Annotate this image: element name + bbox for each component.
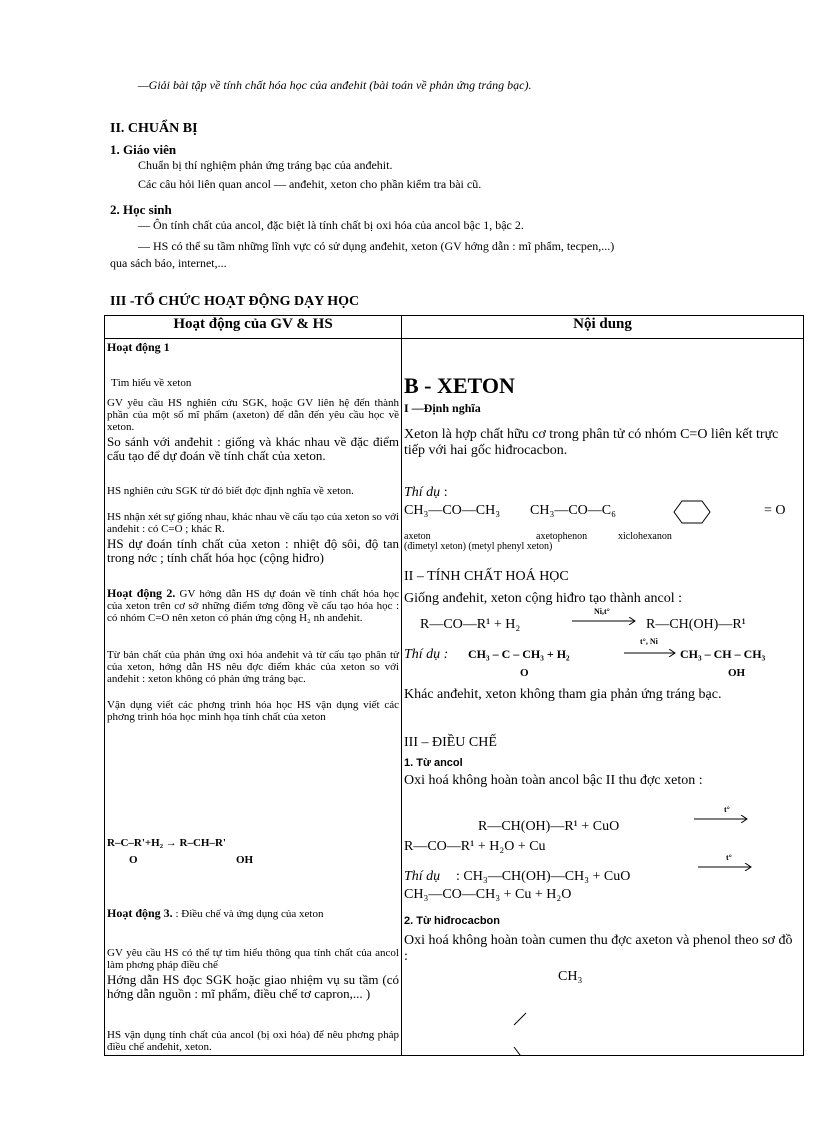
example-colon: : — [440, 485, 448, 500]
properties-heading: II – TÍNH CHẤT HOÁ HỌC — [404, 569, 569, 584]
eq1-right: R—CH(OH)—R¹ — [646, 617, 746, 632]
intro-line: —Giải bài tập về tính chất hóa học của anđehit (bài toán về phản ứng tráng bạc). — [138, 78, 532, 92]
from-hydrocarbon-heading: 2. Từ hiđrocacbon — [404, 915, 500, 927]
left-reaction: R–C–R'+H₂ → R–CH–R' — [107, 837, 226, 849]
left-text-3: So sánh với anđehit : giống và khác nhau về đặc điểm cấu tạo để dự đoán về tính chất của xeton. — [107, 434, 399, 463]
definition-text: Xeton là hợp chất hữu cơ trong phân tử có nhóm C=O liên kết trực tiếp với hai gốc hiđrocacbon. — [404, 427, 779, 458]
name-cyclohexanone: xiclohexanon — [618, 531, 672, 542]
eq2-left: CH₃ – C – CH₃ + H₂ — [468, 647, 570, 661]
eq3-condition: t° — [724, 805, 730, 814]
left-text-5: HS nhận xét sự giống nhau, khác nhau về cấu tạo của xeton so với anđehit : có C=O ; khác R. — [107, 511, 399, 535]
left-reaction-o: O — [129, 854, 138, 866]
left-text-1: Tìm hiểu về xeton — [111, 377, 192, 389]
activity-2-title: Hoạt động 2. — [107, 586, 176, 600]
benzene-ring-icon — [666, 499, 718, 525]
from-alcohol-heading: 1. Từ ancol — [404, 757, 463, 769]
eq2-right: CH₃ – CH – CH₃ — [680, 647, 766, 661]
left-text-2: GV yêu cầu HS nghiên cứu SGK, hoặc GV liên hệ đến thành phần của một số mĩ phẩm (axeton) để dẫn đến yêu cầu học về xeton. — [107, 397, 399, 433]
eq2-hydroxyl: OH — [728, 667, 746, 679]
example3-label: Thí dụ — [404, 869, 441, 884]
formula-acetone: CH₃—CO—CH₃ — [404, 503, 501, 518]
teacher-title: 1. Giáo viên — [110, 142, 177, 157]
activity-table — [104, 315, 804, 1056]
activity-3-title: Hoạt động 3. — [107, 906, 173, 920]
from-alcohol-text: Oxi hoá không hoàn toàn ancol bậc II thu đợc xeton : — [404, 773, 703, 788]
no-silver-text: Khác anđehit, xeton không tham gia phản ứng tráng bạc. — [404, 687, 722, 702]
eq4-left: : CH₃—CH(OH)—CH₃ + CuO — [456, 869, 631, 884]
formula-cyclohexanone: = O — [764, 503, 786, 518]
eq4-condition: t° — [726, 853, 732, 862]
left-text-11: GV yêu cầu HS có thể tự tìm hiểu thông qua tính chất của ancol làm phơng pháp điều chế — [107, 947, 399, 971]
eq2-oxygen: O — [520, 667, 529, 679]
left-text-6: HS dự đoán tính chất của xeton : nhiệt độ sôi, độ tan trong nớc ; tính chất hóa học (cộng hiđro) — [107, 536, 399, 565]
from-hydrocarbon-text: Oxi hoá không hoàn toàn cumen thu đợc axeton và phenol theo sơ đồ : — [404, 933, 793, 964]
section2-title: II. CHUẨN BỊ — [110, 121, 198, 136]
left-text-7: GV hớng dẫn HS dự đoán về tính chất hóa học của xeton trên cơ sở những điểm tơng đồng về cấu tạo hóa học : có nhóm C=O nên xeton có phản ứng cộng H₂ nh anđehit. — [107, 588, 399, 624]
eq2-condition: t°, Ni — [640, 637, 658, 646]
col-header-content: Nội dung — [402, 316, 804, 339]
left-text-10: : Điều chế và ứng dụng của xeton — [172, 908, 324, 920]
eq4-right: CH₃—CO—CH₃ + Cu + H₂O — [404, 887, 572, 902]
name-acetone: axeton — [404, 531, 431, 542]
name-acetophenone: axetophenon — [536, 531, 588, 542]
student-line-2: — HS có thể su tầm những lĩnh vực có sử dụng anđehit, xeton (GV hớng dẫn : mĩ phẩm, tecpen,...) — [138, 239, 615, 253]
right-cell — [402, 339, 804, 1056]
left-reaction-oh: OH — [236, 854, 254, 866]
preparation-heading: III – ĐIỀU CHẾ — [404, 735, 497, 750]
eq1-left: R—CO—R¹ + H₂ — [420, 617, 521, 632]
eq2-arrow-icon — [624, 649, 678, 657]
alt-names: (đimetyl xeton) (metyl phenyl xeton) — [404, 541, 553, 552]
eq1-condition: Ni,t° — [594, 607, 610, 616]
example2-label: Thí dụ : — [404, 647, 449, 662]
student-line-3: qua sách báo, internet,... — [110, 256, 227, 270]
left-text-9: Vận dụng viết các phơng trình hóa học HS vận dụng viết các phơng trình hóa học minh họa tính chất của xeton — [107, 699, 399, 723]
eq3-arrow-icon — [694, 815, 750, 823]
cumene-bonds-icon — [510, 1011, 530, 1055]
left-text-4: HS nghiên cứu SGK từ đó biết đợc định nghĩa về xeton. — [107, 485, 354, 497]
left-text-13: HS vận dụng tính chất của ancol (bị oxi hóa) để nêu phơng pháp điều chế anđehit, xeton. — [107, 1029, 399, 1053]
activity-1-title: Hoạt động 1 — [107, 340, 170, 354]
xeton-title: B - XETON — [404, 373, 515, 398]
eq4-arrow-icon — [698, 863, 754, 871]
student-title: 2. Học sinh — [110, 202, 172, 217]
left-text-12: Hớng dẫn HS đọc SGK hoặc giao nhiệm vụ su tầm (có hớng dẫn nguồn : mĩ phẩm, điều chế tơ capron,... ) — [107, 972, 399, 1001]
eq3-left: R—CH(OH)—R¹ + CuO — [478, 819, 620, 834]
section3-title: III -TỔ CHỨC HOẠT ĐỘNG DẠY HỌC — [110, 294, 360, 309]
eq1-arrow-icon — [572, 617, 638, 625]
example-label: Thí dụ — [404, 485, 441, 500]
definition-heading: I —Định nghĩa — [404, 401, 481, 415]
teacher-line-2: Các câu hỏi liên quan ancol — anđehit, xeton cho phần kiểm tra bài cũ. — [138, 177, 482, 191]
teacher-line-1: Chuẩn bị thí nghiệm phản ứng tráng bạc của anđehit. — [138, 158, 393, 172]
properties-text: Giống anđehit, xeton cộng hiđro tạo thành ancol : — [404, 591, 682, 606]
col-header-activities: Hoạt động của GV & HS — [105, 316, 402, 339]
eq3-right: R—CO—R¹ + H₂O + Cu — [404, 839, 546, 854]
left-cell — [105, 339, 402, 1056]
cumene-ch3: CH₃ — [558, 969, 583, 984]
student-line-1: — Ôn tính chất của ancol, đặc biệt là tính chất bị oxi hóa của ancol bậc 1, bậc 2. — [138, 218, 524, 232]
formula-acetophenone: CH₃—CO—C₆ — [530, 503, 616, 518]
left-text-8: Từ bản chất của phản ứng oxi hóa anđehit và từ cấu tạo phân tử của xeton, hớng dẫn HS nêu đợc điểm khác của xeton so với anđehit : xeton không có phản ứng tráng bạc. — [107, 649, 399, 685]
